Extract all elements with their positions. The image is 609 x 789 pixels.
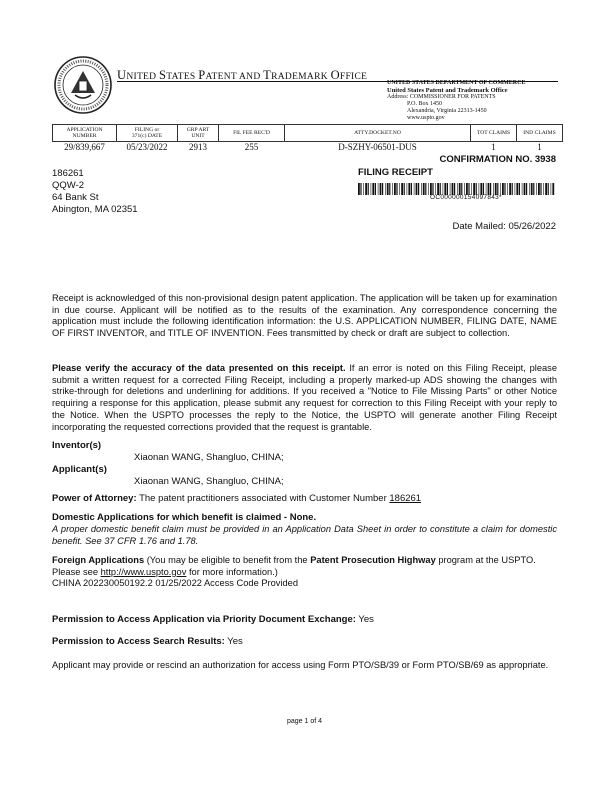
page-number: page 1 of 4: [286, 718, 323, 725]
table-row: [53, 142, 563, 154]
office-title-cap-2: P: [198, 68, 206, 82]
atty-docket-no: D-SZHY-06501-DUS: [338, 142, 417, 152]
dept-line-6: www.uspto.gov: [407, 115, 445, 121]
filing-receipt-title: FILING RECEIPT: [358, 167, 433, 178]
inventor-value: Xiaonan WANG, Shangluo, CHINA;: [134, 452, 284, 463]
search-results-permission: [52, 636, 243, 648]
authorization-paragraph: Applicant may provide or rescind an authorization for access using Form PTO/SB/39 or Form PTO/SB/69 as appropriate.: [52, 660, 549, 670]
dept-line-4: P.O. Box 1450: [407, 101, 443, 107]
col-tot-claims: TOT CLAIMS: [471, 125, 517, 142]
foreign-text-2: program at the USPTO. Please see: [52, 555, 536, 577]
col-grp-art-unit: GRP ART UNIT: [178, 125, 219, 142]
col-atty-docket: ATTY.DOCKET.NO: [285, 125, 471, 142]
office-title-rest-3: RADEMARK: [271, 72, 331, 82]
search-value: Yes: [224, 636, 243, 647]
verify-accuracy-paragraph: [52, 363, 557, 433]
col-application-number: APPLICATION NUMBER: [53, 125, 117, 142]
address-line-1: 186261: [52, 168, 84, 179]
priority-document-exchange: [52, 614, 374, 626]
barcode-text: OC000000154097843*: [430, 194, 502, 201]
domestic-benefit-note: A proper domestic benefit claim must be provided in an Application Data Sheet in order to constitute a claim for domestic benefit. See 37 CFR 1.76 and 1.78.: [52, 524, 557, 546]
office-title-cap-3: T: [263, 68, 272, 82]
confirmation-number: CONFIRMATION NO. 3938: [439, 154, 556, 165]
applicants-label: Applicant(s): [52, 464, 107, 475]
address-line-2: QQW-2: [52, 180, 85, 191]
office-title-rest-1: TATES: [166, 72, 199, 82]
customer-number-link[interactable]: 186261: [389, 493, 422, 504]
tot-claims: 1: [491, 142, 496, 152]
office-title-cap-1: S: [159, 68, 167, 82]
table-header-row: [53, 125, 563, 142]
foreign-applications-label: Foreign Applications: [52, 555, 145, 565]
application-info-table: [52, 124, 563, 153]
correspondence-address: [52, 168, 138, 216]
department-address-block: [387, 80, 525, 122]
dept-line-2: United States Patent and Trademark Office: [387, 87, 508, 94]
pph-program: Patent Prosecution Highway: [310, 555, 436, 565]
office-title-rest-2: ATENT AND: [205, 72, 264, 82]
col-fil-fee: FIL FEE REC'D: [219, 125, 285, 142]
office-title-rest-4: FFICE: [339, 72, 368, 82]
power-of-attorney: [52, 493, 421, 505]
verify-accuracy-text: If an error is noted on this Filing Receipt, please submit a written request for a corrected Filing Receipt, including a properly marked-up ADS showing the changes with strike-through for deletions and underlining for additions. If you received a "Notice to File Missing Parts" or other Notice requiring a response for this application, please submit any request for correction to this Filing Receipt with your reply to the Notice. When the USPTO processes the reply to the Notice, the USPTO will generate another Filing Receipt incorporating the requested corrections provided that the request is grantable.: [52, 363, 557, 432]
foreign-application-entry: CHINA 202230050192.2 01/25/2022 Access Code Provided: [52, 578, 299, 589]
search-label: Permission to Access Search Results:: [52, 636, 225, 647]
address-line-3: 64 Bank St: [52, 192, 99, 203]
application-number: 29/839,667: [64, 142, 105, 152]
address-line-4: Abington, MA 02351: [52, 204, 138, 215]
foreign-applications-block: [52, 555, 557, 590]
filing-date: 05/23/2022: [126, 142, 168, 152]
verify-accuracy-heading: Please verify the accuracy of the data presented on this receipt.: [52, 363, 346, 373]
foreign-text-1: (You may be eligible to benefit from the: [144, 555, 311, 565]
grp-art-unit: 2913: [189, 142, 207, 152]
poa-text: The patent practitioners associated with Customer Number: [136, 493, 390, 504]
inventors-label: Inventor(s): [52, 440, 102, 451]
pdx-value: Yes: [355, 614, 374, 625]
dept-line-1: UNITED STATES DEPARTMENT OF COMMERCE: [387, 80, 526, 86]
uspto-link[interactable]: http://www.uspto.gov: [100, 566, 187, 577]
foreign-text-3: for more information.): [186, 566, 278, 577]
col-ind-claims: IND CLAIMS: [517, 125, 563, 142]
date-mailed: Date Mailed: 05/26/2022: [452, 221, 556, 232]
dept-line-5: Alexandria, Virginia 22313-1450: [407, 108, 487, 114]
col-filing-date: FILING or 371(c) DATE: [117, 125, 178, 142]
uspto-seal-logo: [53, 55, 113, 115]
office-title-cap-4: O: [330, 68, 340, 82]
receipt-acknowledgement-paragraph: Receipt is acknowledged of this non-provisional design patent application. The application will be taken up for examination in due course. Applicant will be notified as to the results of the examination. Any correspondence concerning the application must include the following identification information: the U.S. APPLICATION NUMBER, FILING DATE, NAME OF FIRST INVENTOR, and TITLE OF INVENTION. Fees transmitted by check or draft are subject to collection.: [52, 293, 557, 339]
domestic-applications-heading: Domestic Applications for which benefit is claimed - None.: [52, 512, 317, 523]
office-title-rest-0: NITED: [126, 72, 159, 82]
pdx-label: Permission to Access Application via Priority Document Exchange:: [52, 614, 356, 625]
poa-label: Power of Attorney:: [52, 493, 137, 504]
fil-fee: 255: [244, 142, 259, 152]
ind-claims: 1: [537, 142, 542, 152]
dept-line-3: Address: COMMISSIONER FOR PATENTS: [387, 94, 496, 100]
office-title-cap-0: U: [117, 68, 127, 82]
applicant-value: Xiaonan WANG, Shangluo, CHINA;: [134, 476, 284, 487]
